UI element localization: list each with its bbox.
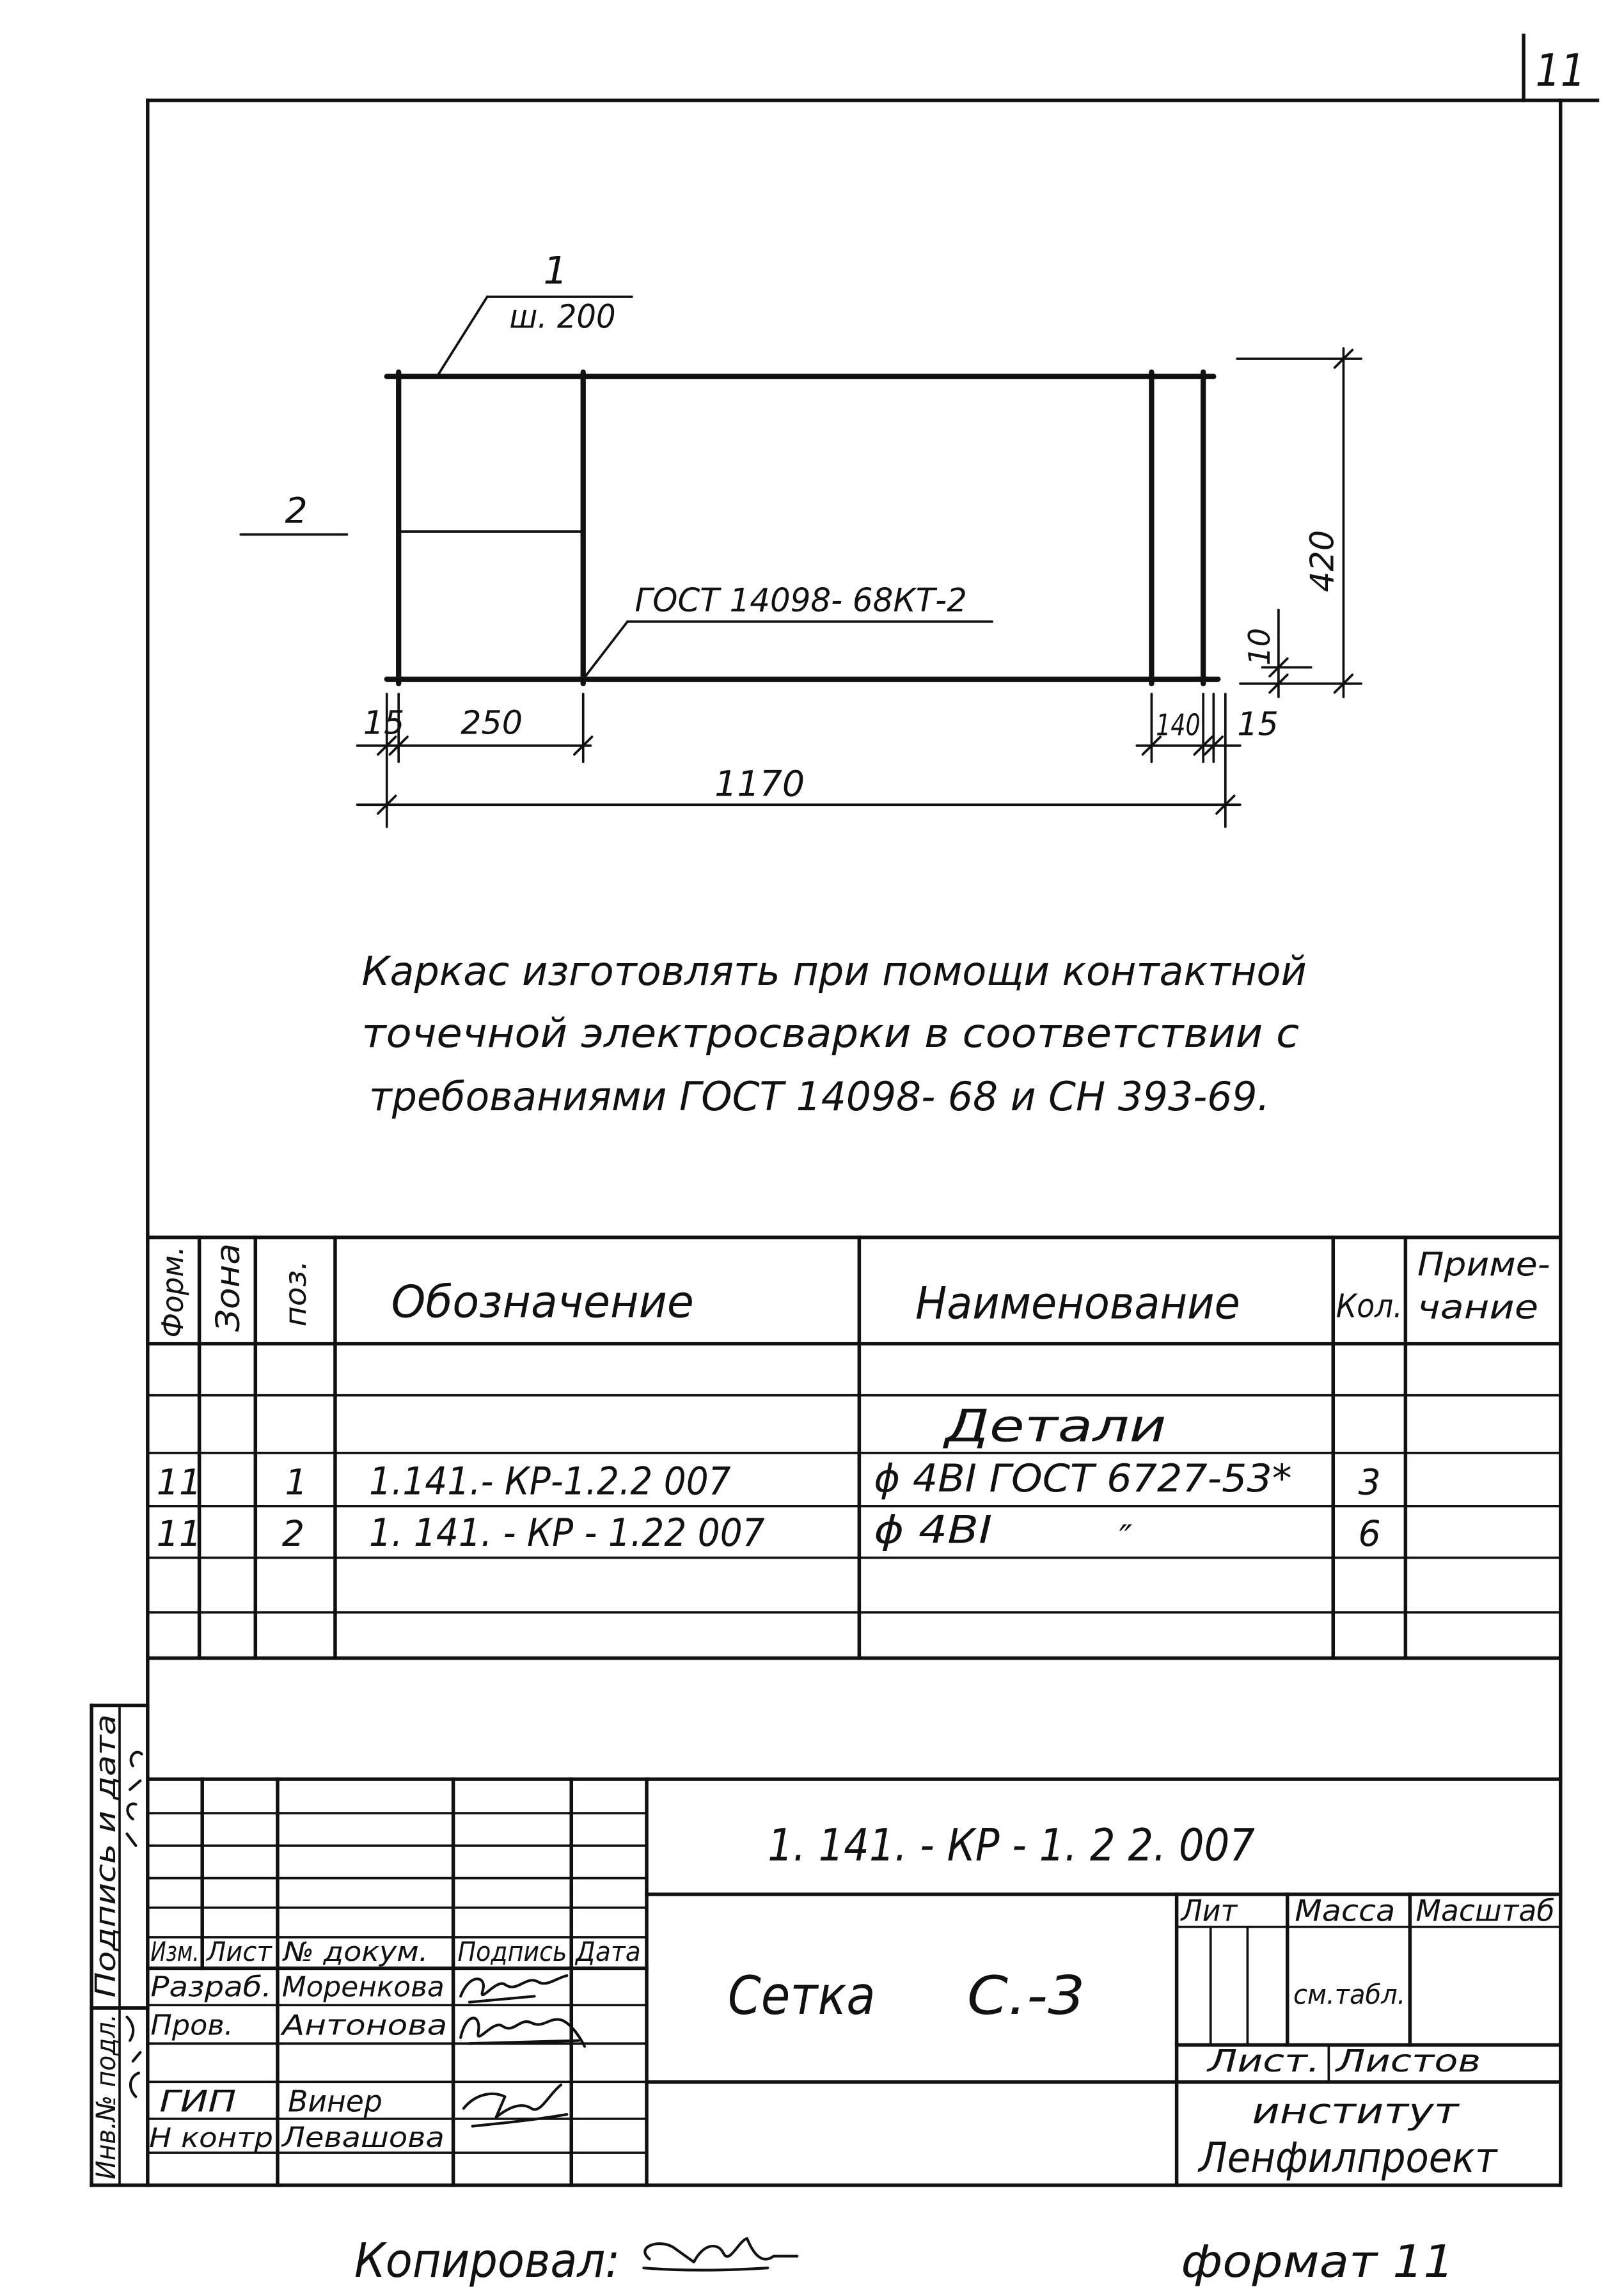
mass-value: см.табл. [1293, 1978, 1406, 2010]
document-code: 1. 141. - КР - 1. 2 2. 007 [768, 1820, 1255, 1871]
pos1-label: 1 [543, 248, 568, 294]
organization-line1: институт [1252, 2091, 1460, 2132]
note-line-2: точечной электросварки в соответствии с [361, 1009, 1300, 1057]
document-title-word: Сетка [727, 1965, 876, 2027]
header-zone: Зона [209, 1250, 247, 1332]
row2-quantity: 6 [1358, 1514, 1381, 1555]
pos2-label: 2 [285, 491, 308, 532]
spec-section-title: Детали [942, 1401, 1167, 1452]
row2-name-ditto: ″ [1119, 1518, 1133, 1560]
tb-role-chief-engineer: ГИП [159, 2084, 237, 2119]
tb-name-chief-engineer: Винер [288, 2084, 382, 2119]
tb-header-change: Изм. [150, 1935, 200, 1967]
header-format: Форм. [155, 1243, 191, 1338]
tb-header-docno: № докум. [281, 1935, 429, 1967]
header-note-line2: чание [1417, 1288, 1539, 1326]
technical-notes [362, 948, 1307, 1120]
header-designation: Обозначение [391, 1277, 694, 1328]
sheet-label: Лист. [1206, 2043, 1320, 2080]
row1-designation: 1.141.- КР-1.2.2 007 [369, 1459, 731, 1504]
dim-right-span-value: 140 [1156, 707, 1201, 743]
sheet-format: формат 11 [1181, 2236, 1455, 2288]
tb-role-norm-control: Н контр [149, 2121, 274, 2153]
tb-role-developer: Разраб. [150, 1970, 272, 2004]
note-line-3: требованиями ГОСТ 14098- 68 и СН 393-69. [369, 1073, 1270, 1120]
document-title-mark: С.-3 [966, 1965, 1085, 2027]
side-stamp-signature-date: Подпись и дата [90, 1765, 123, 1998]
sheet-number: 11 [1535, 45, 1586, 97]
tb-role-checker: Пров. [150, 2009, 233, 2042]
dim-height-value: 420 [1303, 530, 1341, 592]
row2-designation: 1. 141. - КР - 1.22 007 [369, 1511, 765, 1556]
dim-left-span-value: 250 [461, 704, 523, 742]
sheets-label: Листов [1334, 2043, 1481, 2080]
header-position: поз. [278, 1264, 313, 1327]
scale-label: Масштаб [1415, 1893, 1555, 1928]
tb-name-norm-control: Левашова [280, 2121, 445, 2154]
dim-total-value: 1170 [714, 764, 805, 805]
pos1-spec: ш. 200 [509, 297, 616, 336]
note-line-1: Каркас изготовлять при помощи контактной [361, 947, 1307, 995]
tb-header-date: Дата [574, 1935, 641, 1967]
mass-label: Масса [1295, 1893, 1396, 1928]
copied-by-label: Копировал: [354, 2233, 620, 2288]
row2-name: ϕ 4ВI [874, 1507, 993, 1553]
dim-right-edge-value: 15 [1237, 705, 1279, 743]
dim-left-edge-value: 15 [363, 704, 405, 742]
row1-position: 1 [285, 1462, 308, 1504]
dim-offset-value: 10 [1242, 627, 1277, 666]
weld-spec: ГОСТ 14098- 68КТ-2 [635, 581, 967, 619]
tb-name-developer: Моренкова [281, 1970, 445, 2004]
header-name: Наименование [915, 1278, 1240, 1330]
row1-format: 11 [156, 1462, 202, 1504]
row1-name: ϕ 4ВI ГОСТ 6727-53* [874, 1456, 1292, 1501]
row2-position: 2 [281, 1514, 305, 1555]
side-stamp-inventory: Инв.№ подл. [90, 2004, 122, 2180]
row1-quantity: 3 [1358, 1462, 1381, 1504]
tb-header-signature: Подпись [457, 1935, 567, 1967]
organization-line2: Ленфилпроект [1197, 2134, 1499, 2183]
header-quantity: Кол. [1336, 1287, 1403, 1325]
row2-format: 11 [156, 1514, 202, 1555]
header-note-line1: Приме- [1417, 1245, 1550, 1284]
lit-label: Лит [1179, 1893, 1238, 1928]
tb-header-sheet: Лист [205, 1935, 273, 1967]
tb-name-checker: Антонова [280, 2009, 448, 2042]
